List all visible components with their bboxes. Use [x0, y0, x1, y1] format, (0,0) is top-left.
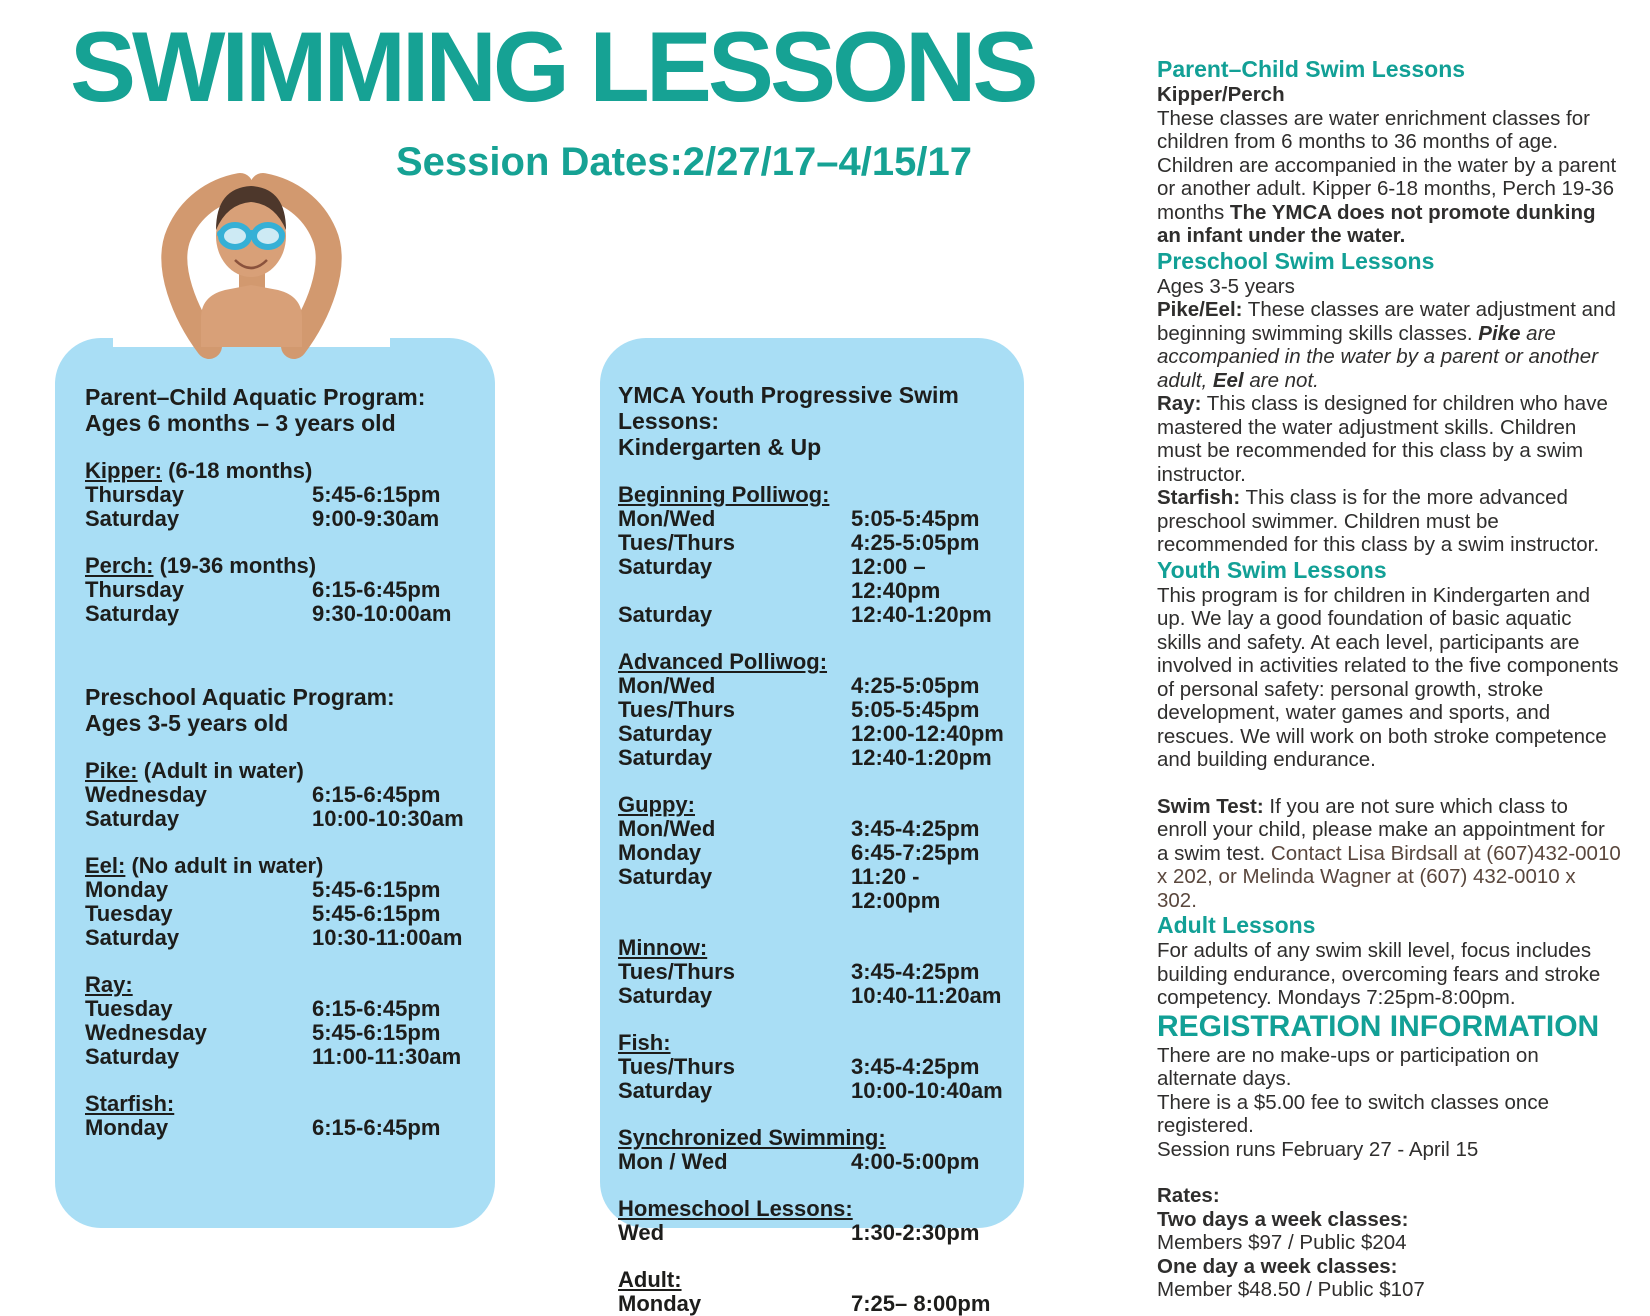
class-day: Mon / Wed: [618, 1149, 728, 1174]
class-time: 3:45-4:25pm: [851, 816, 980, 841]
class-group-beginning-polliwog: [618, 483, 1010, 627]
spacer: [1157, 1161, 1621, 1184]
class-time: 10:00-10:40am: [851, 1078, 1003, 1103]
contact-text: Contact Lisa Birdsall at (607)432-0010 x 202, or Melinda Wagner at (607) 432-0010 x 302.: [1157, 841, 1621, 912]
class-note: (6-18 months): [162, 458, 313, 483]
class-day: Saturday: [618, 983, 713, 1008]
schedule-row: [618, 746, 1010, 770]
schedule-row: [85, 926, 477, 950]
class-time: 6:15-6:45pm: [312, 996, 441, 1021]
class-name: Advanced Polliwog:: [618, 649, 828, 674]
class-group-ray: [85, 973, 477, 1069]
class-group-perch: [85, 554, 477, 626]
class-time: 12:00 –12:40pm: [851, 554, 941, 603]
class-note: (Adult in water): [137, 758, 304, 783]
section-body: [1157, 392, 1621, 486]
rates-two-day-value: Members $97 / Public $204: [1157, 1231, 1407, 1254]
class-day: Saturday: [618, 1078, 713, 1103]
boy-photo: [113, 146, 390, 347]
program-heading: [618, 382, 1010, 460]
body-text-bold: Swim Test:: [1157, 794, 1264, 818]
class-name: Minnow:: [618, 935, 708, 960]
class-time: 4:25-5:05pm: [851, 673, 980, 698]
schedule-row: [85, 578, 477, 602]
class-name: Ray:: [85, 972, 133, 997]
schedule-row: [618, 1055, 1010, 1079]
class-day: Mon/Wed: [618, 816, 716, 841]
schedule-row: [85, 783, 477, 807]
class-time: 12:40-1:20pm: [851, 602, 992, 627]
schedule-row: [618, 507, 1010, 531]
class-day: Tues/Thurs: [618, 530, 735, 555]
class-group-guppy: [618, 793, 1010, 913]
class-time: 5:45-6:15pm: [312, 1020, 441, 1045]
rates-label: Rates:: [1157, 1184, 1220, 1207]
goggles-left-lens: [221, 225, 249, 247]
goggles-right-lens: [254, 225, 282, 247]
schedule-row: [618, 1221, 1010, 1245]
schedule-row: [618, 603, 1010, 627]
class-day: Tues/Thurs: [618, 959, 735, 984]
class-group-synchronized-swimming: [618, 1126, 1010, 1174]
class-day: Wed: [618, 1220, 665, 1245]
class-time: 4:00-5:00pm: [851, 1149, 980, 1174]
section-body: This program is for children in Kindergarten and up. We lay a good foundation of basic aquatic skills and safety. At each level, participants are involved in activities related to the five components of personal safety: personal growth, stroke development, water games and sports, and rescues. We will work on both stroke competence and building endurance.: [1157, 583, 1619, 771]
class-note: (No adult in water): [125, 853, 324, 878]
class-day: Mon/Wed: [618, 673, 716, 698]
body-text: These classes are water adjustment and beginning swimming skills classes.: [1157, 298, 1616, 345]
class-time: 6:45-7:25pm: [851, 840, 980, 865]
class-day: Tuesday: [85, 901, 173, 926]
section-heading-preschool: Preschool Swim Lessons: [1157, 247, 1435, 274]
class-day: Saturday: [85, 925, 180, 950]
schedule-row: [85, 807, 477, 831]
body-text-bold-italic: Eel: [1212, 368, 1244, 392]
schedule-row: [85, 1045, 477, 1069]
section-heading-youth: Youth Swim Lessons: [1157, 556, 1387, 583]
class-day: Wednesday: [85, 782, 207, 807]
class-day: Mon/Wed: [618, 506, 716, 531]
body-text-bold: Ray:: [1157, 392, 1202, 415]
spacer: [1157, 772, 1621, 795]
class-time: 5:45-6:15pm: [312, 877, 441, 902]
schedule-row: [618, 1079, 1010, 1103]
class-day: Monday: [85, 877, 169, 902]
class-group-kipper: [85, 459, 477, 531]
class-day: Tues/Thurs: [618, 697, 735, 722]
class-day: Thursday: [85, 577, 185, 602]
body-text-bold-italic: Pike: [1478, 321, 1521, 345]
registration-line: Session runs February 27 - April 15: [1157, 1137, 1479, 1161]
class-group-homeschool: [618, 1197, 1010, 1245]
class-day: Saturday: [618, 721, 713, 746]
class-name: Fish:: [618, 1030, 671, 1055]
class-name: Pike:: [85, 758, 138, 783]
registration-line: There are no make-ups or participation on alternate days.: [1157, 1043, 1539, 1090]
body-text-italic: are accompanied in the water by a parent or another adult,: [1157, 321, 1599, 392]
class-day: Saturday: [618, 745, 713, 770]
class-group-starfish: [85, 1092, 477, 1140]
class-time: 11:00-11:30am: [312, 1044, 462, 1069]
section-body: For adults of any swim skill level, focus includes building endurance, overcoming fears and stroke competency. Mondays 7:25pm-8:00pm.: [1157, 939, 1601, 1009]
program-heading-line: YMCA Youth Progressive Swim Lessons:: [618, 382, 959, 434]
youth-program-box: [600, 338, 1024, 1316]
class-time: 3:45-4:25pm: [851, 959, 980, 984]
registration-heading: REGISTRATION INFORMATION: [1157, 1009, 1600, 1043]
section-body: [1157, 298, 1621, 392]
program-heading-line: Kindergarten & Up: [618, 434, 822, 460]
body-text-italic: are not.: [1243, 368, 1319, 392]
class-time: 10:30-11:00am: [312, 925, 463, 950]
class-day: Tuesday: [85, 996, 173, 1021]
body-text: This class is designed for children who have mastered the water adjustment skills. Children must be recommended for this class by a swim instructor.: [1157, 392, 1608, 486]
class-day: Saturday: [618, 864, 713, 889]
class-name: Guppy:: [618, 792, 695, 817]
class-time: 5:05-5:45pm: [851, 697, 980, 722]
class-time: 12:40-1:20pm: [851, 745, 992, 770]
class-day: Monday: [85, 1115, 169, 1140]
program-heading-line: Preschool Aquatic Program:: [85, 684, 395, 710]
schedule-row: [85, 483, 477, 507]
parent-child-program-box: [55, 338, 495, 1228]
class-time: 4:25-5:05pm: [851, 530, 980, 555]
schedule-row: [618, 698, 1010, 722]
class-day: Tues/Thurs: [618, 1054, 735, 1079]
body-text-bold: The YMCA does not promote dunking an infant under the water.: [1157, 200, 1596, 247]
class-group-pike: [85, 759, 477, 831]
class-time: 7:25– 8:00pm: [851, 1291, 991, 1316]
class-time: 5:05-5:45pm: [851, 506, 980, 531]
schedule-row: [85, 902, 477, 926]
class-name: Beginning Polliwog:: [618, 482, 830, 507]
session-dates: Session Dates:2/27/17–4/15/17: [396, 140, 972, 184]
section-body: [1157, 107, 1621, 248]
body-text-bold: Starfish:: [1157, 486, 1241, 509]
class-time: 6:15-6:45pm: [312, 1115, 441, 1140]
class-name: Synchronized Swimming:: [618, 1125, 886, 1150]
schedule-row: [618, 1292, 1010, 1316]
class-time: 11:20 - 12:00pm: [851, 864, 941, 913]
page-title: SWIMMING LESSONS: [70, 11, 1035, 122]
section-body: Ages 3-5 years: [1157, 274, 1295, 298]
class-note: (19-36 months): [153, 553, 317, 578]
info-column: [1157, 56, 1621, 1302]
rates-two-day-label: Two days a week classes:: [1157, 1207, 1409, 1231]
schedule-row: [618, 531, 1010, 555]
body-text: These classes are water enrichment classes for children from 6 months to 36 months of age. Children are accompanied in the water by a parent or another adult. Kipper 6-18 months, Perch 19-36 months: [1157, 106, 1617, 224]
schedule-row: [85, 602, 477, 626]
schedule-row: [618, 960, 1010, 984]
class-group-eel: [85, 854, 477, 950]
schedule-row: [85, 878, 477, 902]
class-day: Monday: [618, 1291, 702, 1316]
class-name: Starfish:: [85, 1091, 175, 1116]
class-name: Perch:: [85, 553, 154, 578]
class-day: Wednesday: [85, 1020, 207, 1045]
class-name: Homeschool Lessons:: [618, 1196, 853, 1221]
class-time: 9:30-10:00am: [312, 601, 452, 626]
section-subheading: Kipper/Perch: [1157, 83, 1285, 106]
class-time: 6:15-6:45pm: [312, 577, 441, 602]
boy-with-goggles-illustration: [113, 146, 390, 347]
schedule-row: [85, 1116, 477, 1140]
registration-line: There is a $5.00 fee to switch classes once registered.: [1157, 1090, 1549, 1137]
class-time: 9:00-9:30am: [312, 506, 440, 531]
body-text: If you are not sure which class to enroll your child, please make an appointment for a swim test.: [1157, 794, 1605, 865]
program-heading-line: Parent–Child Aquatic Program:: [85, 384, 426, 410]
class-group-advanced-polliwog: [618, 650, 1010, 770]
rates-one-day-label: One day a week classes:: [1157, 1254, 1398, 1278]
class-time: 1:30-2:30pm: [851, 1220, 980, 1245]
class-time: 10:00-10:30am: [312, 806, 464, 831]
rates-one-day-value: Member $48.50 / Public $107: [1157, 1278, 1425, 1301]
section-body: [1157, 795, 1621, 913]
section-body: [1157, 486, 1621, 557]
class-group-minnow: [618, 936, 1010, 1008]
class-name: Eel:: [85, 853, 126, 878]
section-heading-parent-child: Parent–Child Swim Lessons: [1157, 56, 1466, 82]
program-heading: [85, 684, 477, 736]
class-day: Saturday: [85, 1044, 180, 1069]
class-time: 12:00-12:40pm: [851, 721, 1004, 746]
class-time: 6:15-6:45pm: [312, 782, 441, 807]
class-time: 10:40-11:20am: [851, 983, 1002, 1008]
schedule-row: [618, 984, 1010, 1008]
class-day: Saturday: [618, 602, 713, 627]
schedule-row: [618, 817, 1010, 841]
body-text-bold: Pike/Eel:: [1157, 298, 1243, 321]
schedule-row: [85, 1021, 477, 1045]
class-name: Adult:: [618, 1267, 682, 1292]
class-day: Saturday: [618, 554, 713, 579]
class-group-fish: [618, 1031, 1010, 1103]
schedule-row: [618, 722, 1010, 746]
schedule-row: [618, 555, 1010, 603]
class-time: 5:45-6:15pm: [312, 901, 441, 926]
class-day: Saturday: [85, 601, 180, 626]
class-time: 5:45-6:15pm: [312, 482, 441, 507]
schedule-row: [618, 1150, 1010, 1174]
body-text: This class is for the more advanced preschool swimmer. Children must be recommended for this class by a swim instructor.: [1157, 486, 1600, 556]
class-time: 3:45-4:25pm: [851, 1054, 980, 1079]
program-heading-line: Ages 6 months – 3 years old: [85, 410, 396, 436]
torso: [201, 285, 302, 347]
section-heading-adult: Adult Lessons: [1157, 912, 1316, 938]
schedule-row: [85, 507, 477, 531]
class-day: Monday: [618, 840, 702, 865]
class-name: Kipper:: [85, 458, 162, 483]
schedule-row: [618, 865, 1010, 913]
class-day: Saturday: [85, 506, 180, 531]
program-heading-line: Ages 3-5 years old: [85, 710, 289, 736]
schedule-row: [618, 674, 1010, 698]
class-group-adult: [618, 1268, 1010, 1316]
schedule-row: [85, 997, 477, 1021]
schedule-row: [618, 841, 1010, 865]
class-day: Thursday: [85, 482, 185, 507]
class-day: Saturday: [85, 806, 180, 831]
program-heading: [85, 384, 477, 436]
